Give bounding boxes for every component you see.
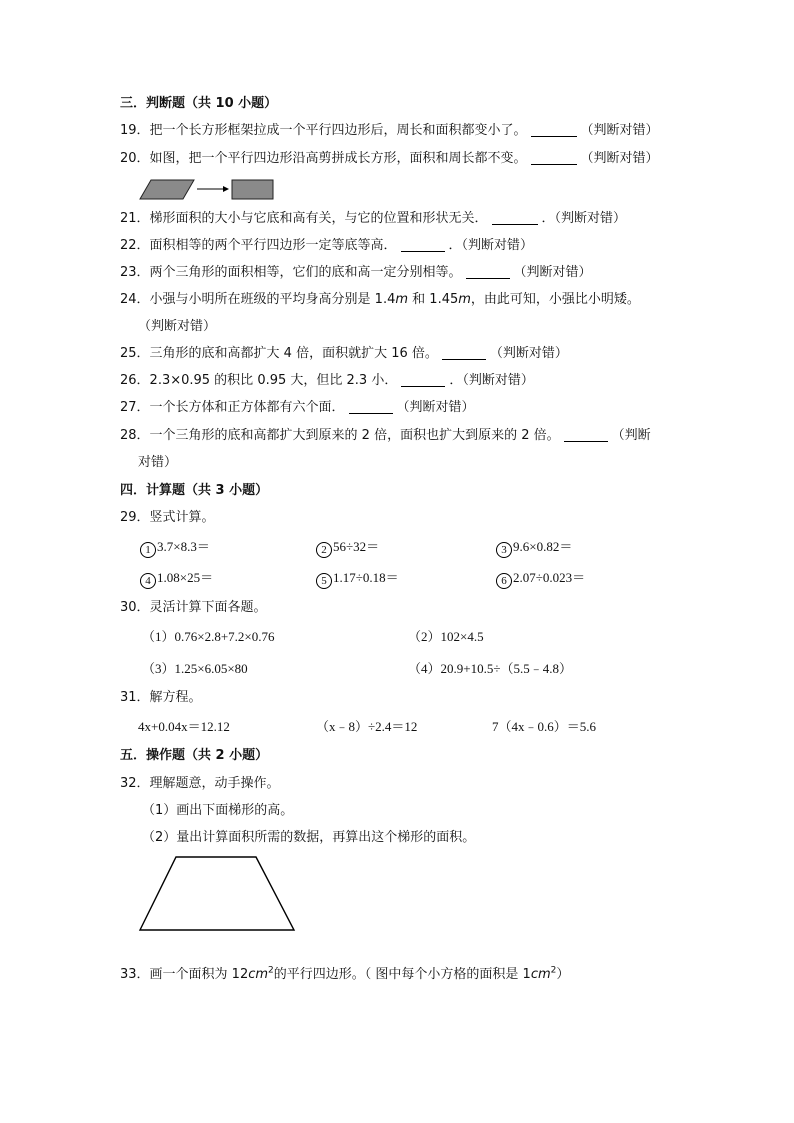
- question-20-tail: （判断对错）: [580, 151, 659, 166]
- question-28-tail-line2: 对错）: [138, 455, 178, 470]
- answer-blank[interactable]: [531, 152, 577, 165]
- question-24-text-c: ，由此可知，小强比小明矮。: [470, 292, 640, 307]
- answer-blank[interactable]: [492, 212, 538, 225]
- circled-number: 6: [496, 573, 512, 589]
- question-31-text: 31．解方程。: [120, 690, 202, 705]
- calc-item: [496, 569, 585, 589]
- question-23-tail: （判断对错）: [513, 265, 592, 280]
- question-26-text: 26．2.3×0.95 的积比 0.95 大，但比 2.3 小．: [120, 373, 398, 388]
- question-29-text: 29．竖式计算。: [120, 510, 215, 525]
- question-21-tail: ．（判断对错）: [541, 211, 627, 226]
- answer-blank[interactable]: [442, 347, 486, 360]
- calc-expression: 3.7×8.3＝: [157, 539, 210, 554]
- question-20-text: 20．如图，把一个平行四边形沿高剪拼成长方形，面积和周长都不变。: [120, 151, 527, 166]
- question-27-text: 27．一个长方体和正方体都有六个面．: [120, 400, 345, 415]
- question-23: [120, 264, 592, 282]
- section-title-calculation: 四．计算题（共 3 小题）: [120, 483, 269, 498]
- unit-exponent: 2: [550, 965, 557, 976]
- question-19-text: 19．把一个长方形框架拉成一个平行四边形后，周长和面积都变小了。: [120, 123, 527, 138]
- question-33-text-b: 的平行四边形。（ 图中每个小方格的面积是 1: [273, 967, 531, 982]
- question-25-text: 25．三角形的底和高都扩大 4 倍，面积就扩大 16 倍。: [120, 346, 438, 361]
- question-32-sub1: （1）画出下面梯形的高。: [142, 803, 294, 818]
- answer-blank[interactable]: [401, 239, 445, 252]
- calc-item: [140, 538, 210, 558]
- trapezoid-shape: [140, 857, 294, 930]
- calc-expression: 2.07÷0.023＝: [513, 570, 586, 585]
- answer-blank[interactable]: [401, 374, 445, 387]
- equation-item: （x﹣8）÷2.4＝12: [316, 719, 418, 734]
- rectangle-shape: [232, 180, 273, 199]
- question-28-text: 28．一个三角形的底和高都扩大到原来的 2 倍，面积也扩大到原来的 2 倍。: [120, 428, 560, 443]
- calc-expression: 1.17÷0.18＝: [333, 570, 399, 585]
- unit-exponent: 2: [268, 965, 274, 976]
- question-20: [120, 150, 659, 168]
- question-33: [120, 966, 569, 984]
- question-19-tail: （判断对错）: [580, 123, 659, 138]
- question-21: [120, 210, 626, 228]
- circled-number: 3: [496, 542, 512, 558]
- question-32-text: 32．理解题意，动手操作。: [120, 776, 280, 791]
- circled-number: 5: [316, 573, 332, 589]
- section-title-operation: 五．操作题（共 2 小题）: [120, 748, 269, 763]
- trapezoid-figure[interactable]: [136, 852, 300, 934]
- circled-number: 2: [316, 542, 332, 558]
- calc-item: （4）20.9+10.5÷（5.5﹣4.8）: [408, 661, 572, 676]
- question-26-tail: ．（判断对错）: [449, 373, 534, 388]
- calc-item: [140, 569, 213, 589]
- calc-item: （2）102×4.5: [408, 629, 484, 644]
- question-30-text: 30．灵活计算下面各题。: [120, 600, 267, 615]
- unit-cm: cm: [248, 967, 269, 982]
- question-24-tail: （判断对错）: [138, 319, 217, 334]
- answer-blank[interactable]: [531, 124, 577, 137]
- question-23-text: 23．两个三角形的面积相等，它们的底和高一定分别相等。: [120, 265, 462, 280]
- question-24: [120, 291, 640, 309]
- equation-item: 4x+0.04x＝12.12: [138, 719, 230, 734]
- answer-blank[interactable]: [349, 401, 393, 414]
- question-22-tail: ．（判断对错）: [448, 238, 534, 253]
- question-32-sub2: （2）量出计算面积所需的数据，再算出这个梯形的面积。: [142, 830, 476, 845]
- question-22-text: 22．面积相等的两个平行四边形一定等底等高．: [120, 238, 397, 253]
- question-27: [120, 399, 475, 417]
- unit-cm: cm: [530, 967, 551, 982]
- arrow-head-icon: [223, 186, 229, 192]
- parallelogram-shape: [140, 180, 194, 199]
- question-27-tail: （判断对错）: [396, 400, 475, 415]
- unit-m: m: [458, 292, 471, 307]
- answer-blank[interactable]: [466, 266, 510, 279]
- calc-item: [496, 538, 572, 558]
- question-25: [120, 345, 568, 363]
- calc-expression: 56÷32＝: [333, 539, 380, 554]
- calc-expression: 9.6×0.82＝: [513, 539, 573, 554]
- question-28-tail: （判断: [611, 428, 651, 443]
- question-24-text-a: 24．小强与小明所在班级的平均身高分别是 1.4: [120, 292, 396, 307]
- circled-number: 1: [140, 542, 156, 558]
- equation-item: 7（4x﹣0.6）＝5.6: [492, 719, 597, 734]
- calc-item: [316, 569, 399, 589]
- parallelogram-to-rectangle-figure: [138, 178, 278, 202]
- question-21-text: 21．梯形面积的大小与它底和高有关，与它的位置和形状无关．: [120, 211, 488, 226]
- question-33-text-c: ）: [556, 967, 570, 982]
- calc-item: [316, 538, 379, 558]
- answer-blank[interactable]: [564, 429, 608, 442]
- calc-item: （1）0.76×2.8+7.2×0.76: [142, 629, 275, 644]
- question-25-tail: （判断对错）: [489, 346, 568, 361]
- question-28: [120, 427, 651, 445]
- question-19: [120, 122, 659, 140]
- unit-m: m: [395, 292, 409, 307]
- section-title-judgment: 三．判断题（共 10 小题）: [120, 96, 278, 111]
- question-24-text-b: 和 1.45: [408, 292, 459, 307]
- question-22: [120, 237, 533, 255]
- question-33-text-a: 33．画一个面积为 12: [120, 967, 249, 982]
- circled-number: 4: [140, 573, 156, 589]
- question-26: [120, 372, 534, 390]
- calc-expression: 1.08×25＝: [157, 570, 214, 585]
- calc-item: （3）1.25×6.05×80: [142, 661, 248, 676]
